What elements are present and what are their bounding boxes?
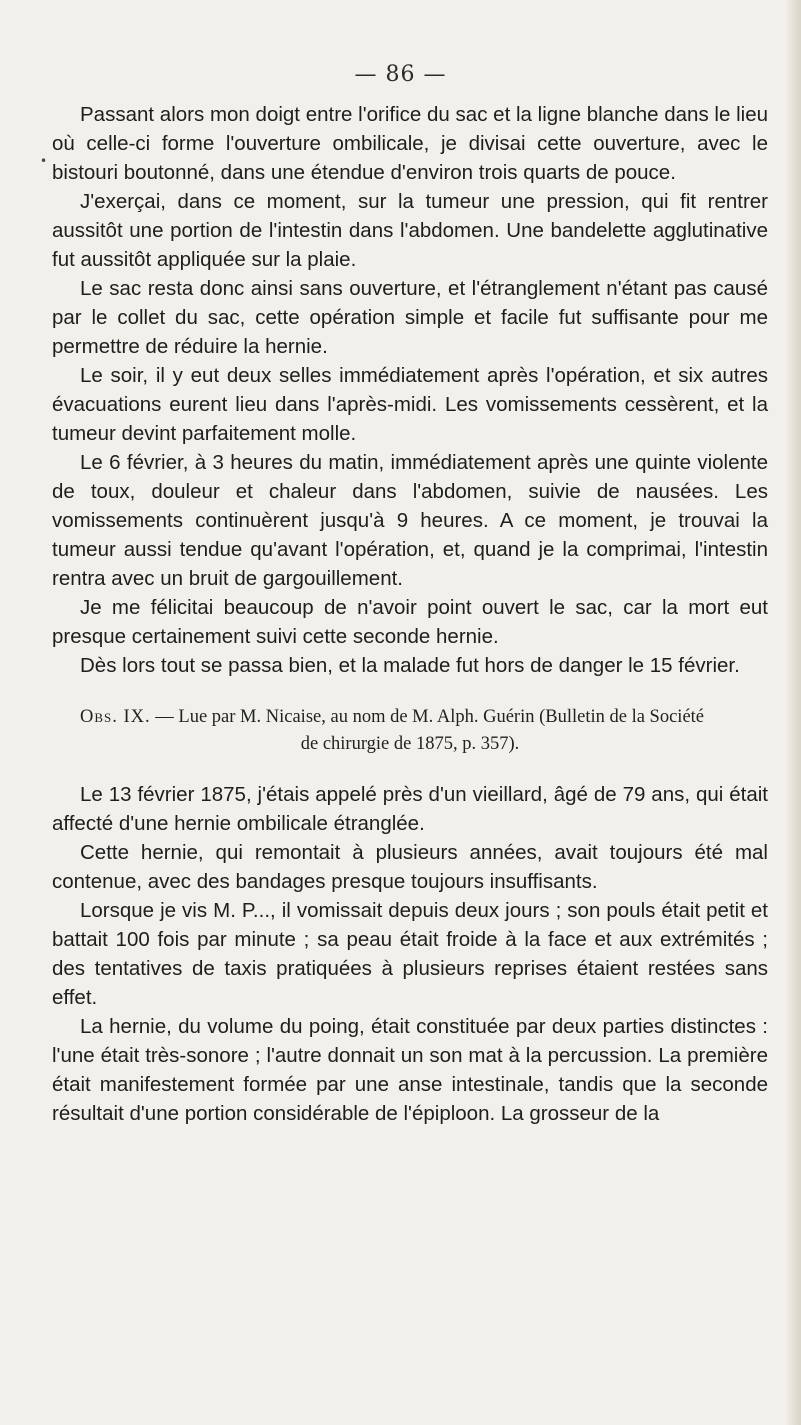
paragraph: Cette hernie, qui remontait à plusieurs années, avait toujours été mal contenue, avec des bandages presque toujours insuffisants.: [52, 841, 768, 893]
paragraph: La hernie, du volume du poing, était constituée par deux parties distinctes : l'une était très-sonore ; l'autre donnait un son mat à la percussion. La première était manifestement formée par une anse intestinale, tandis que la seconde résultait d'une portion considérable de l'épiploon. La grosseur de la: [52, 1015, 768, 1125]
paragraph: Dès lors tout se passa bien, et la malade fut hors de danger le 15 février.: [80, 654, 740, 677]
paragraph: Le 13 février 1875, j'étais appelé près d'un vieillard, âgé de 79 ans, qui était affecté d'une hernie ombilicale étranglée.: [52, 783, 768, 835]
page-number: — 86 —: [354, 62, 447, 87]
observation-label: Obs. IX.: [80, 707, 151, 727]
paragraph: Le 6 février, à 3 heures du matin, immédiatement après une quinte violente de toux, douleur et chaleur dans l'abdomen, suivie de nausées. Les vomissements continuèrent jusqu'à 9 heures. A ce moment, je trouvai la tumeur aussi tendue qu'avant l'opération, et, quand je la comprimai, l'intestin rentra avec un bruit de gargouillement.: [52, 451, 768, 590]
paragraph: Le sac resta donc ainsi sans ouverture, et l'étranglement n'étant pas causé par le collet du sac, cette opération simple et facile fut suffisante pour me permettre de réduire la hernie.: [52, 277, 768, 358]
observation-source: — Lue par M. Nicaise, au nom de M. Alph. Guérin (Bulletin de la Société: [150, 707, 705, 727]
margin-mark: •: [40, 154, 48, 168]
observation-line-1: [52, 704, 768, 731]
observation-heading: [52, 704, 768, 758]
paragraph: Passant alors mon doigt entre l'orifice du sac et la ligne blanche dans le lieu où celle-ci forme l'ouverture ombilicale, je divisai cette ouverture, avec le bistouri boutonné, dans une étendue d'environ trois quarts de pouce.: [52, 103, 768, 184]
paragraph: Le soir, il y eut deux selles immédiatement après l'opération, et six autres évacuations eurent lieu dans l'après-midi. Les vomissements cessèrent, et la tumeur devint parfaitement molle.: [52, 364, 768, 445]
paragraph: J'exerçai, dans ce moment, sur la tumeur une pression, qui fit rentrer aussitôt une portion de l'intestin dans l'abdomen. Une bandelette agglutinative fut aussitôt appliquée sur la plaie.: [52, 190, 768, 271]
paragraph: Lorsque je vis M. P..., il vomissait depuis deux jours ; son pouls était petit et battait 100 fois par minute ; sa peau était froide à la face et aux extrémités ; des tentatives de taxis pratiquées à plusieurs reprises étaient restées sans effet.: [52, 899, 768, 1009]
observation-line-2: de chirurgie de 1875, p. 357).: [300, 734, 520, 754]
paragraph: Je me félicitai beaucoup de n'avoir point ouvert le sac, car la mort eut presque certainement suivi cette seconde hernie.: [52, 596, 768, 648]
body-text: [52, 100, 768, 1128]
page-edge-shadow: [787, 0, 801, 1425]
